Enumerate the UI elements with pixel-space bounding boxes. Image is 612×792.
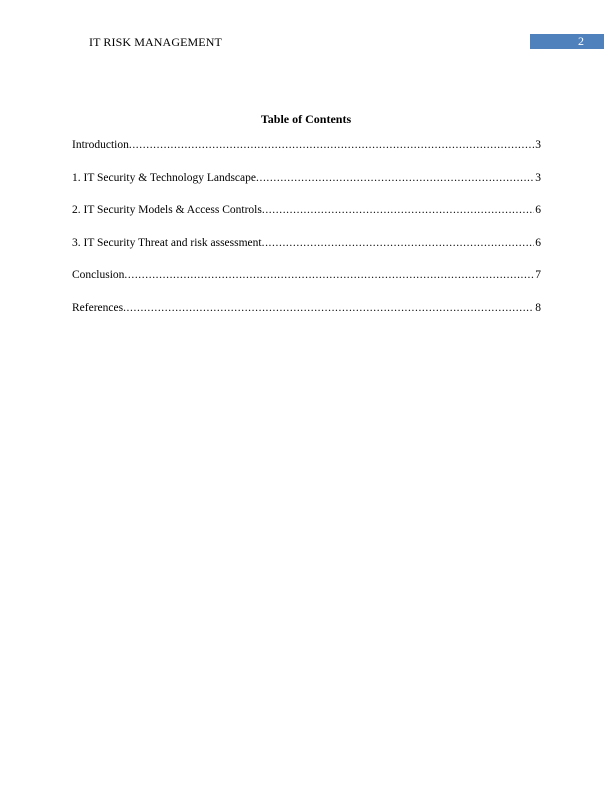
toc-entry-introduction[interactable] — [72, 139, 541, 172]
toc-entry-label: References — [72, 301, 124, 314]
toc-entry-conclusion[interactable] — [72, 269, 541, 302]
toc-dot-leader — [123, 302, 534, 314]
toc-entry-threat-assessment[interactable] — [72, 237, 541, 270]
toc-entry-page: 8 — [535, 301, 541, 314]
toc-entry-label: 2. IT Security Models & Access Controls — [72, 204, 262, 217]
toc-dot-leader — [256, 172, 534, 184]
toc-entry-technology-landscape[interactable] — [72, 172, 541, 205]
table-of-contents — [72, 139, 541, 335]
page-number: 2 — [578, 34, 584, 48]
toc-entry-page: 6 — [535, 236, 541, 249]
toc-entry-page: 6 — [535, 204, 541, 217]
toc-entry-label: Introduction — [72, 139, 129, 151]
toc-entry-references[interactable] — [72, 302, 541, 335]
toc-dot-leader — [129, 139, 534, 151]
toc-entry-page: 3 — [535, 139, 541, 151]
toc-entry-label: 3. IT Security Threat and risk assessment — [72, 236, 262, 249]
toc-dot-leader — [124, 269, 534, 281]
toc-entry-label: 1. IT Security & Technology Landscape — [72, 171, 256, 184]
page-number-badge — [530, 34, 604, 49]
toc-entry-page: 3 — [535, 171, 541, 184]
toc-entry-page: 7 — [535, 269, 541, 282]
toc-entry-label: Conclusion — [72, 269, 125, 282]
toc-entry-security-models[interactable] — [72, 204, 541, 237]
toc-dot-leader — [262, 204, 534, 216]
toc-dot-leader — [262, 237, 535, 249]
running-head: IT RISK MANAGEMENT — [89, 35, 222, 49]
toc-heading: Table of Contents — [260, 112, 352, 126]
